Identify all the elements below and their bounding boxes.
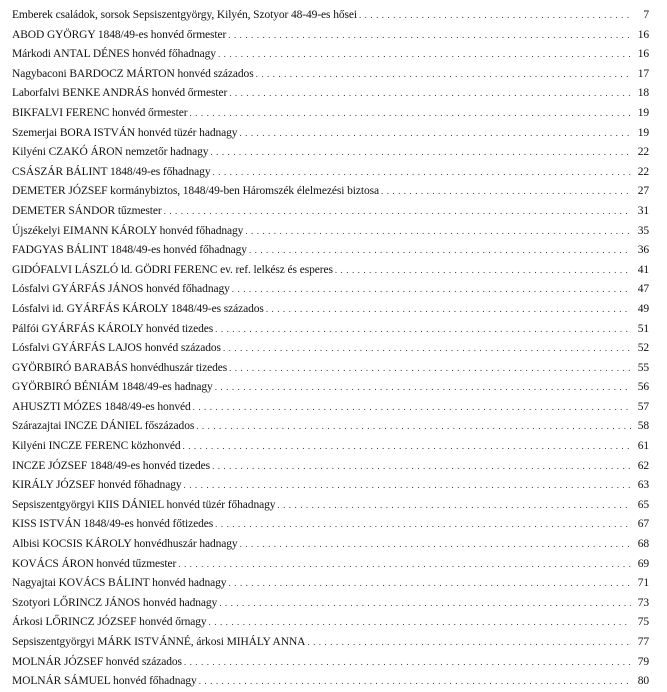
toc-entry-title: Újszékelyi EIMANN KÁROLY honvéd főhadnagy [12, 224, 244, 237]
toc-dot-leader [228, 26, 631, 46]
toc-dot-leader [213, 163, 632, 183]
toc-dot-leader [212, 457, 631, 477]
toc-dot-leader [228, 574, 631, 594]
toc-entry-title: Lósfalvi GYÁRFÁS LAJOS honvéd százados [12, 342, 221, 355]
toc-dot-leader [266, 300, 631, 320]
toc-entry-page: 41 [637, 263, 649, 276]
toc-entry [12, 378, 649, 398]
toc-dot-leader [189, 104, 631, 124]
toc-entry-page: 73 [637, 596, 649, 609]
toc-entry-page: 47 [637, 283, 649, 296]
toc-dot-leader [183, 437, 631, 457]
toc-dot-leader [215, 320, 631, 340]
toc-entry [12, 182, 649, 202]
toc-entry-title: Árkosi LŐRINCZ JÓZSEF honvéd őrnagy [12, 616, 207, 629]
toc-entry [12, 65, 649, 85]
toc-entry-page: 22 [637, 146, 649, 159]
toc-entry-title: Lósfalvi GYÁRFÁS JÁNOS honvéd főhadnagy [12, 283, 230, 296]
toc-entry-title: Sepsiszentgyörgyi KIIS DÁNIEL honvéd tüzér főhadnagy [12, 498, 276, 511]
toc-dot-leader [307, 633, 631, 653]
toc-dot-leader [277, 496, 631, 516]
toc-entry-title: DEMETER JÓZSEF kormánybiztos, 1848/49-ben Háromszék élelmezési biztosa [12, 185, 379, 198]
toc-entry-page: 75 [637, 616, 649, 629]
toc-entry [12, 320, 649, 340]
toc-entry-page: 16 [637, 48, 649, 61]
toc-entry-title: GYÖRBIRÓ BÉNIÁM 1848/49-es hadnagy [12, 381, 213, 394]
toc-entry [12, 84, 649, 104]
toc-entry-title: Nagybaconi BARDOCZ MÁRTON honvéd százados [12, 67, 254, 80]
toc-entry-page: 80 [637, 675, 649, 688]
toc-entry-page: 16 [637, 28, 649, 41]
toc-dot-leader [215, 378, 631, 398]
toc-dot-leader [381, 182, 631, 202]
toc-entry [12, 104, 649, 124]
toc-entry-title: AHUSZTI MÓZES 1848/49-es honvéd [12, 400, 191, 413]
toc-entry [12, 45, 649, 65]
toc-entry-page: 79 [637, 655, 649, 668]
toc-entry [12, 574, 649, 594]
toc-entry [12, 672, 649, 692]
toc-entry-page: 36 [637, 244, 649, 257]
toc-entry-page: 52 [637, 342, 649, 355]
toc-dot-leader [229, 359, 631, 379]
toc-dot-leader [359, 6, 631, 26]
toc-entry-title: ABOD GYÖRGY 1848/49-es honvéd őrmester [12, 28, 227, 41]
toc-entry [12, 222, 649, 242]
toc-entry [12, 261, 649, 281]
toc-entry-page: 77 [637, 636, 649, 648]
toc-dot-leader [193, 398, 631, 418]
toc-dot-leader [232, 280, 631, 300]
toc-entry-page: 55 [637, 361, 649, 374]
toc-entry-title: Lósfalvi id. GYÁRFÁS KÁROLY 1848/49-es százados [12, 302, 264, 315]
toc-entry-page: 27 [637, 185, 649, 198]
toc-entry-page: 31 [637, 204, 649, 217]
toc-entry-page: 19 [637, 106, 649, 119]
toc-dot-leader [199, 672, 631, 692]
toc-entry [12, 143, 649, 163]
toc-entry-title: MOLNÁR JÓZSEF honvéd százados [12, 655, 182, 668]
toc-entry-title: Sepsiszentgyörgyi MÁRK ISTVÁNNÉ, árkosi MIHÁLY ANNA [12, 636, 306, 648]
toc-entry [12, 515, 649, 535]
toc-entry-title: INCZE JÓZSEF 1848/49-es honvéd tizedes [12, 459, 211, 472]
toc-entry [12, 26, 649, 46]
toc-dot-leader [215, 515, 631, 535]
toc-entry [12, 496, 649, 516]
toc-entry [12, 300, 649, 320]
toc-entry [12, 417, 649, 437]
toc-entry [12, 633, 649, 653]
toc-entry [12, 241, 649, 261]
toc-entry-page: 22 [637, 165, 649, 178]
toc-entry-page: 58 [637, 420, 649, 433]
toc-dot-leader [335, 261, 631, 281]
toc-entry-page: 35 [637, 224, 649, 237]
toc-dot-leader [239, 124, 631, 144]
toc-entry-title: KOVÁCS ÁRON honvéd tűzmester [12, 557, 177, 570]
toc-entry-page: 61 [637, 440, 649, 453]
toc-dot-leader [249, 241, 631, 261]
toc-entry-title: Kilyéni INCZE FERENC közhonvéd [12, 440, 181, 453]
toc-entry-title: FADGYAS BÁLINT 1848/49-es honvéd főhadnagy [12, 244, 247, 257]
toc-dot-leader [209, 613, 631, 633]
toc-entry [12, 476, 649, 496]
table-of-contents [12, 6, 649, 692]
toc-entry-title: Nagyajtai KOVÁCS BÁLINT honvéd hadnagy [12, 577, 227, 590]
toc-entry-title: Szemerjai BORA ISTVÁN honvéd tüzér hadnagy [12, 126, 238, 139]
toc-entry [12, 457, 649, 477]
toc-dot-leader [240, 535, 631, 555]
toc-entry-page: 71 [637, 577, 649, 590]
toc-entry-page: 17 [637, 67, 649, 80]
toc-entry [12, 163, 649, 183]
toc-entry [12, 280, 649, 300]
toc-entry [12, 6, 649, 26]
toc-entry [12, 653, 649, 673]
toc-entry [12, 437, 649, 457]
toc-dot-leader [256, 65, 631, 85]
toc-dot-leader [196, 417, 631, 437]
toc-entry [12, 398, 649, 418]
toc-entry [12, 124, 649, 144]
toc-entry-page: 67 [637, 518, 649, 531]
toc-entry [12, 535, 649, 555]
toc-dot-leader [184, 653, 631, 673]
toc-entry-title: Emberek családok, sorsok Sepsiszentgyörgy, Kilyén, Szotyor 48-49-es hősei [12, 9, 357, 21]
toc-entry-title: Márkodi ANTAL DÉNES honvéd főhadnagy [12, 48, 216, 61]
toc-entry-title: Albisi KOCSIS KÁROLY honvédhuszár hadnagy [12, 538, 238, 551]
toc-entry-title: Kilyéni CZAKÓ ÁRON nemzetőr hadnagy [12, 146, 209, 159]
toc-dot-leader [223, 339, 631, 359]
toc-entry-title: KISS ISTVÁN 1848/49-es honvéd főtizedes [12, 518, 214, 531]
toc-entry-page: 51 [637, 322, 649, 335]
toc-entry-page: 19 [637, 126, 649, 139]
toc-entry-page: 69 [637, 557, 649, 570]
toc-entry-title: BIKFALVI FERENC honvéd őrmester [12, 106, 188, 119]
toc-entry-page: 62 [637, 459, 649, 472]
toc-entry-page: 68 [637, 538, 649, 551]
toc-entry-page: 63 [637, 479, 649, 492]
toc-entry-title: MOLNÁR SÁMUEL honvéd főhadnagy [12, 675, 197, 688]
toc-entry-page: 7 [643, 9, 649, 21]
toc-entry [12, 613, 649, 633]
toc-dot-leader [184, 476, 631, 496]
toc-dot-leader [219, 594, 631, 614]
toc-entry-page: 56 [637, 381, 649, 394]
toc-entry-title: Pálfói GYÁRFÁS KÁROLY honvéd tizedes [12, 322, 214, 335]
toc-entry-title: Szotyori LŐRINCZ JÁNOS honvéd hadnagy [12, 596, 218, 609]
toc-entry-page: 57 [637, 400, 649, 413]
toc-entry-title: GIDÓFALVI LÁSZLÓ ld. GÖDRI FERENC ev. ref. lelkész és esperes [12, 263, 333, 276]
toc-entry [12, 594, 649, 614]
toc-dot-leader [210, 143, 631, 163]
toc-dot-leader [164, 202, 631, 222]
toc-entry [12, 359, 649, 379]
toc-dot-leader [229, 84, 631, 104]
toc-dot-leader [245, 222, 631, 242]
toc-entry-title: CSÁSZÁR BÁLINT 1848/49-es főhadnagy [12, 165, 211, 178]
toc-entry-title: DEMETER SÁNDOR tűzmester [12, 204, 162, 217]
toc-entry-page: 18 [637, 87, 649, 100]
toc-entry-title: GYÖRBIRÓ BARABÁS honvédhuszár tizedes [12, 361, 228, 374]
toc-dot-leader [218, 45, 631, 65]
toc-entry-title: KIRÁLY JÓZSEF honvéd főhadnagy [12, 479, 182, 492]
toc-entry-page: 65 [637, 498, 649, 511]
toc-entry-title: Szárazajtai INCZE DÁNIEL főszázados [12, 420, 195, 433]
toc-dot-leader [178, 555, 631, 575]
toc-entry-page: 49 [637, 302, 649, 315]
toc-entry-title: Laborfalvi BENKE ANDRÁS honvéd őrmester [12, 87, 228, 100]
toc-entry [12, 555, 649, 575]
toc-entry [12, 339, 649, 359]
toc-entry [12, 202, 649, 222]
